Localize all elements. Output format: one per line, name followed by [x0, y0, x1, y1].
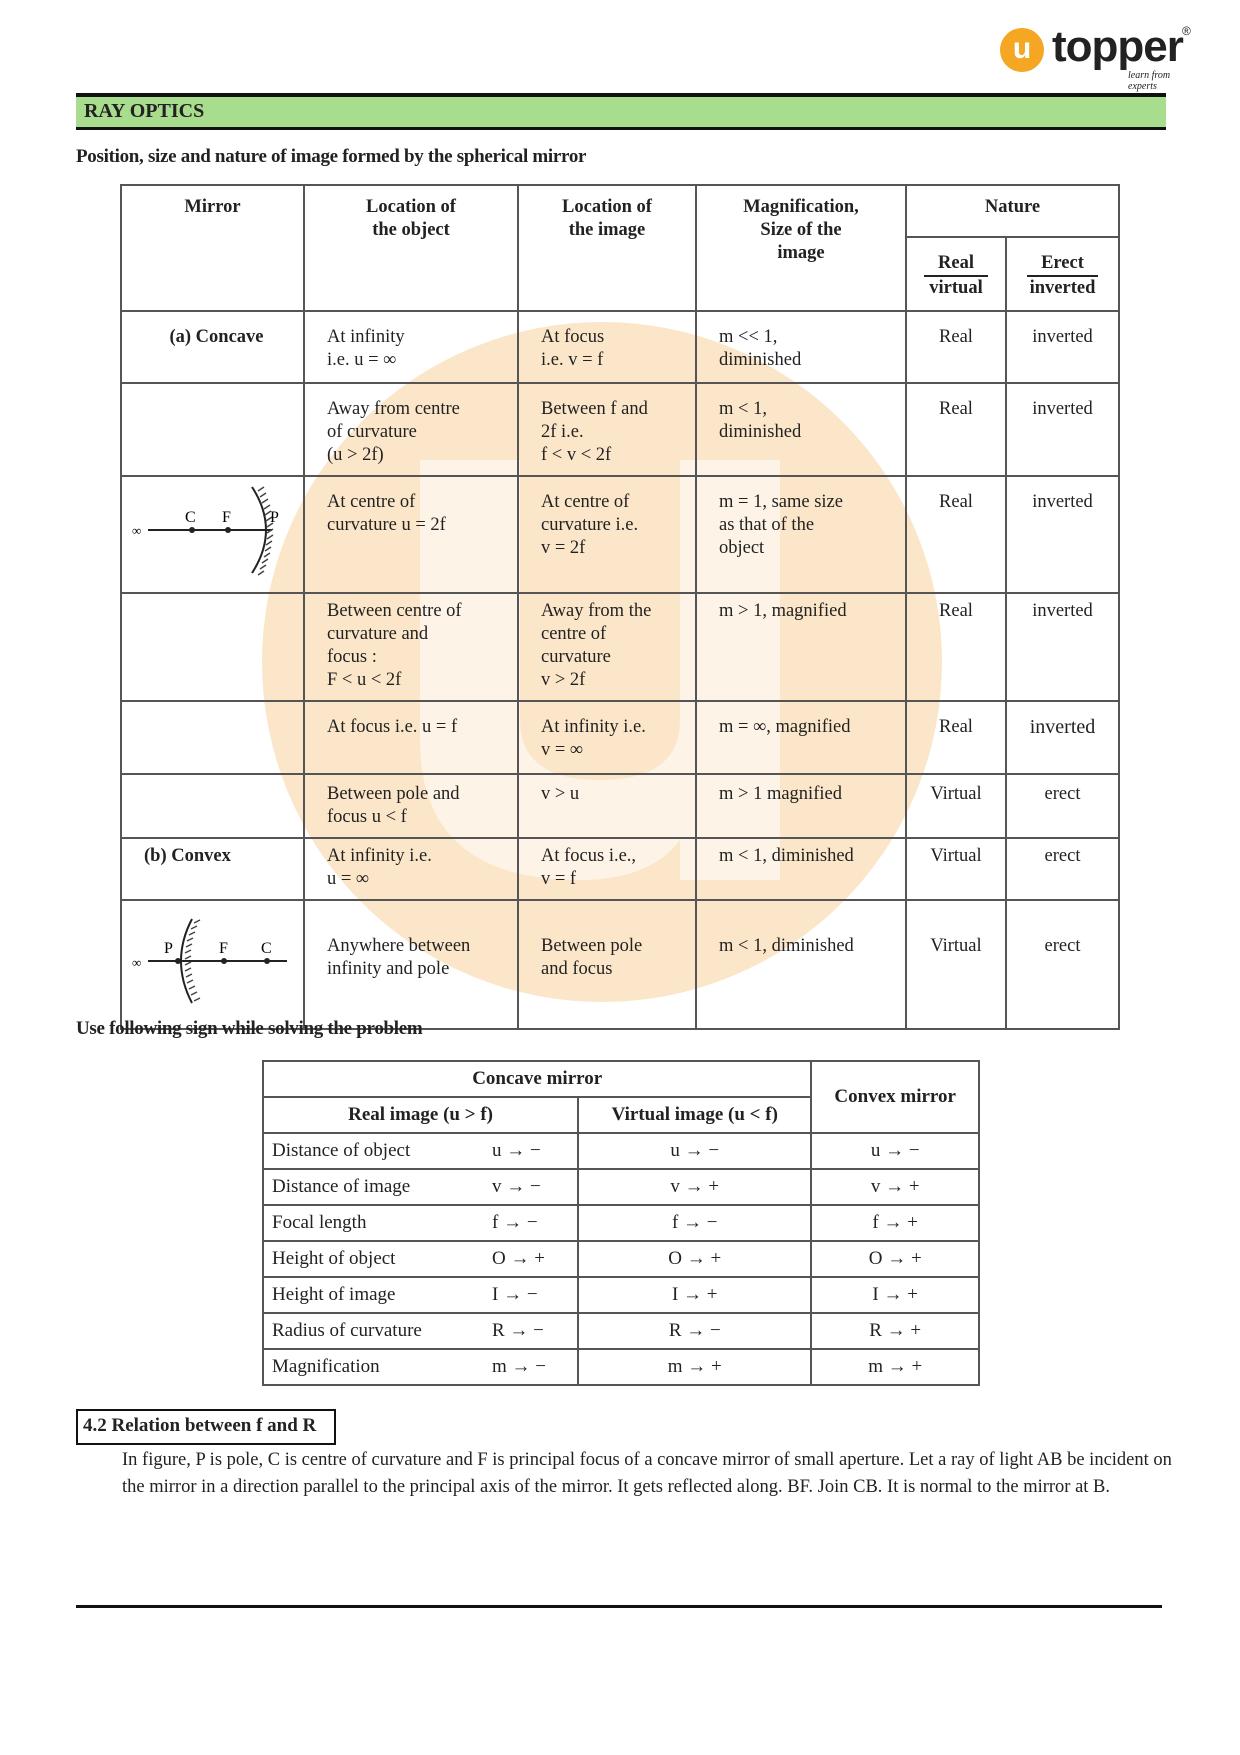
image-location: At centre of curvature i.e. v = 2f: [518, 476, 696, 593]
sign-virtual: O → +: [578, 1241, 811, 1277]
nature-real: Virtual: [906, 838, 1006, 900]
sign-real: O → +: [492, 1248, 545, 1269]
object-location: At centre of curvature u = 2f: [304, 476, 518, 593]
table-row: [121, 383, 1119, 476]
object-location: Anywhere between infinity and pole: [304, 900, 518, 1029]
convex-mirror-diagram: [122, 901, 303, 1021]
sign-label: Distance of object: [272, 1140, 411, 1161]
sign-label: Focal length: [272, 1212, 367, 1233]
nature-real: Real: [906, 311, 1006, 383]
object-location: Away from centre of curvature (u > 2f): [304, 383, 518, 476]
sign-virtual: f → −: [578, 1205, 811, 1241]
svg-text:F: F: [219, 940, 228, 957]
table-row: [263, 1169, 979, 1205]
table-row: [263, 1241, 979, 1277]
table-row: [263, 1133, 979, 1169]
concave-mirror-diagram: [122, 477, 303, 585]
header-convex: Convex mirror: [811, 1061, 979, 1133]
nature-erect: inverted: [1006, 311, 1119, 383]
magnification: m > 1, magnified: [696, 593, 906, 701]
sign-label: Distance of image: [272, 1176, 411, 1197]
sign-label: Height of image: [272, 1284, 396, 1305]
image-location: Between f and 2f i.e. f < v < 2f: [518, 383, 696, 476]
object-location: At infinity i.e. u = ∞: [304, 838, 518, 900]
band-bottom-rule: [76, 127, 1166, 130]
image-location: v > u: [518, 774, 696, 838]
magnification: m < 1, diminished: [696, 838, 906, 900]
object-location: Between pole and focus u < f: [304, 774, 518, 838]
svg-text:∞: ∞: [132, 955, 142, 970]
section-42-title: 4.2 Relation between f and R: [83, 1415, 317, 1436]
sign-virtual: v → +: [578, 1169, 811, 1205]
sign-virtual: m → +: [578, 1349, 811, 1385]
nature-erect: erect: [1006, 900, 1119, 1029]
nature-real: Real: [906, 383, 1006, 476]
header-image: Location of the image: [518, 185, 696, 311]
nature-erect: erect: [1006, 774, 1119, 838]
sign-virtual: R → −: [578, 1313, 811, 1349]
header-nature: Nature: [906, 185, 1119, 237]
nature-erect: inverted: [1006, 476, 1119, 593]
sign-convex: O → +: [811, 1241, 979, 1277]
logo-disc: u: [1000, 28, 1044, 72]
section-42-paragraph: In figure, P is pole, C is centre of curvature and F is principal focus of a concave mirror of small aperture. Let a ray of light AB be incident on the mirror in a direction parallel to the principal axis of the mirror. It gets reflected along. BF. Join CB. It is normal to the mirror at B.: [122, 1450, 1172, 1497]
registered-mark: ®: [1182, 24, 1191, 38]
caption-sign-table: Use following sign while solving the problem: [76, 1018, 423, 1039]
mirror-type: (b) Convex: [121, 838, 304, 900]
mirror-type: (a) Concave: [121, 311, 304, 383]
header-mirror: Mirror: [121, 185, 304, 311]
table-row: [263, 1349, 979, 1385]
sign-label: Height of object: [272, 1248, 396, 1269]
svg-text:P: P: [270, 509, 279, 526]
concave-diagram-cell: [121, 476, 304, 593]
nature-erect: inverted: [1006, 383, 1119, 476]
sign-convex: m → +: [811, 1349, 979, 1385]
sign-label: Radius of curvature: [272, 1320, 422, 1341]
nature-real: Real: [906, 593, 1006, 701]
image-location: At focus i.e., v = f: [518, 838, 696, 900]
svg-text:∞: ∞: [132, 523, 142, 538]
nature-erect: erect: [1006, 838, 1119, 900]
magnification: m > 1 magnified: [696, 774, 906, 838]
table-row: [121, 701, 1119, 774]
mirror-type: [121, 593, 304, 701]
sign-real: v → −: [492, 1176, 541, 1197]
sign-real: u → −: [492, 1140, 541, 1161]
sign-convex: R → +: [811, 1313, 979, 1349]
sign-convention-table: [262, 1060, 980, 1386]
sign-real: f → −: [492, 1212, 538, 1233]
header-virtual-image: Virtual image (u < f): [578, 1097, 811, 1133]
nature-real: Real: [906, 476, 1006, 593]
object-location: Between centre of curvature and focus : F < u < 2f: [304, 593, 518, 701]
table-row: [121, 311, 1119, 383]
sign-real: m → −: [492, 1356, 546, 1377]
magnification: m = 1, same size as that of the object: [696, 476, 906, 593]
svg-text:P: P: [164, 940, 173, 957]
header-real-virtual: Real virtual: [906, 237, 1006, 311]
magnification: m = ∞, magnified: [696, 701, 906, 774]
image-location: Between pole and focus: [518, 900, 696, 1029]
mirror-image-table: [120, 184, 1120, 1030]
svg-text:C: C: [185, 509, 196, 526]
sign-convex: f → +: [811, 1205, 979, 1241]
table-row: [121, 838, 1119, 900]
convex-diagram-cell: [121, 900, 304, 1029]
section-title: RAY OPTICS: [84, 100, 205, 122]
table-row: [263, 1205, 979, 1241]
sign-convex: v → +: [811, 1169, 979, 1205]
nature-erect: inverted: [1006, 593, 1119, 701]
table-row: [263, 1313, 979, 1349]
header-concave: Concave mirror: [263, 1061, 811, 1097]
object-location: At infinity i.e. u = ∞: [304, 311, 518, 383]
image-location: At infinity i.e. v = ∞: [518, 701, 696, 774]
topper-logo: [1000, 22, 1200, 92]
svg-text:F: F: [222, 509, 231, 526]
header-erect-inverted: Erect inverted: [1006, 237, 1119, 311]
table-row: [121, 900, 1119, 1029]
mirror-type: [121, 383, 304, 476]
sign-virtual: u → −: [578, 1133, 811, 1169]
section-42-heading-box: [76, 1409, 336, 1445]
magnification: m << 1, diminished: [696, 311, 906, 383]
table-row: [263, 1277, 979, 1313]
section-band: [76, 97, 1166, 127]
caption-mirror-table: Position, size and nature of image formed by the spherical mirror: [76, 146, 587, 167]
nature-real: Virtual: [906, 774, 1006, 838]
header-object: Location of the object: [304, 185, 518, 311]
header-real-image: Real image (u > f): [263, 1097, 578, 1133]
nature-real: Real: [906, 701, 1006, 774]
sign-convex: I → +: [811, 1277, 979, 1313]
table-row: [121, 774, 1119, 838]
footer-rule: [76, 1605, 1162, 1608]
table-row: [121, 476, 1119, 593]
logo-word: topper: [1052, 22, 1183, 71]
svg-text:C: C: [261, 940, 272, 957]
sign-label: Magnification: [272, 1356, 380, 1377]
image-location: Away from the centre of curvature v > 2f: [518, 593, 696, 701]
nature-erect: inverted: [1006, 701, 1119, 774]
table-row: [121, 593, 1119, 701]
object-location: At focus i.e. u = f: [304, 701, 518, 774]
sign-real: I → −: [492, 1284, 538, 1305]
mirror-type: [121, 701, 304, 774]
header-magnification: Magnification, Size of the image: [696, 185, 906, 311]
image-location: At focus i.e. v = f: [518, 311, 696, 383]
sign-convex: u → −: [811, 1133, 979, 1169]
magnification: m < 1, diminished: [696, 383, 906, 476]
nature-real: Virtual: [906, 900, 1006, 1029]
logo-tagline: learn from experts: [1128, 70, 1171, 92]
mirror-type: [121, 774, 304, 838]
sign-virtual: I → +: [578, 1277, 811, 1313]
sign-real: R → −: [492, 1320, 544, 1341]
magnification: m < 1, diminished: [696, 900, 906, 1029]
